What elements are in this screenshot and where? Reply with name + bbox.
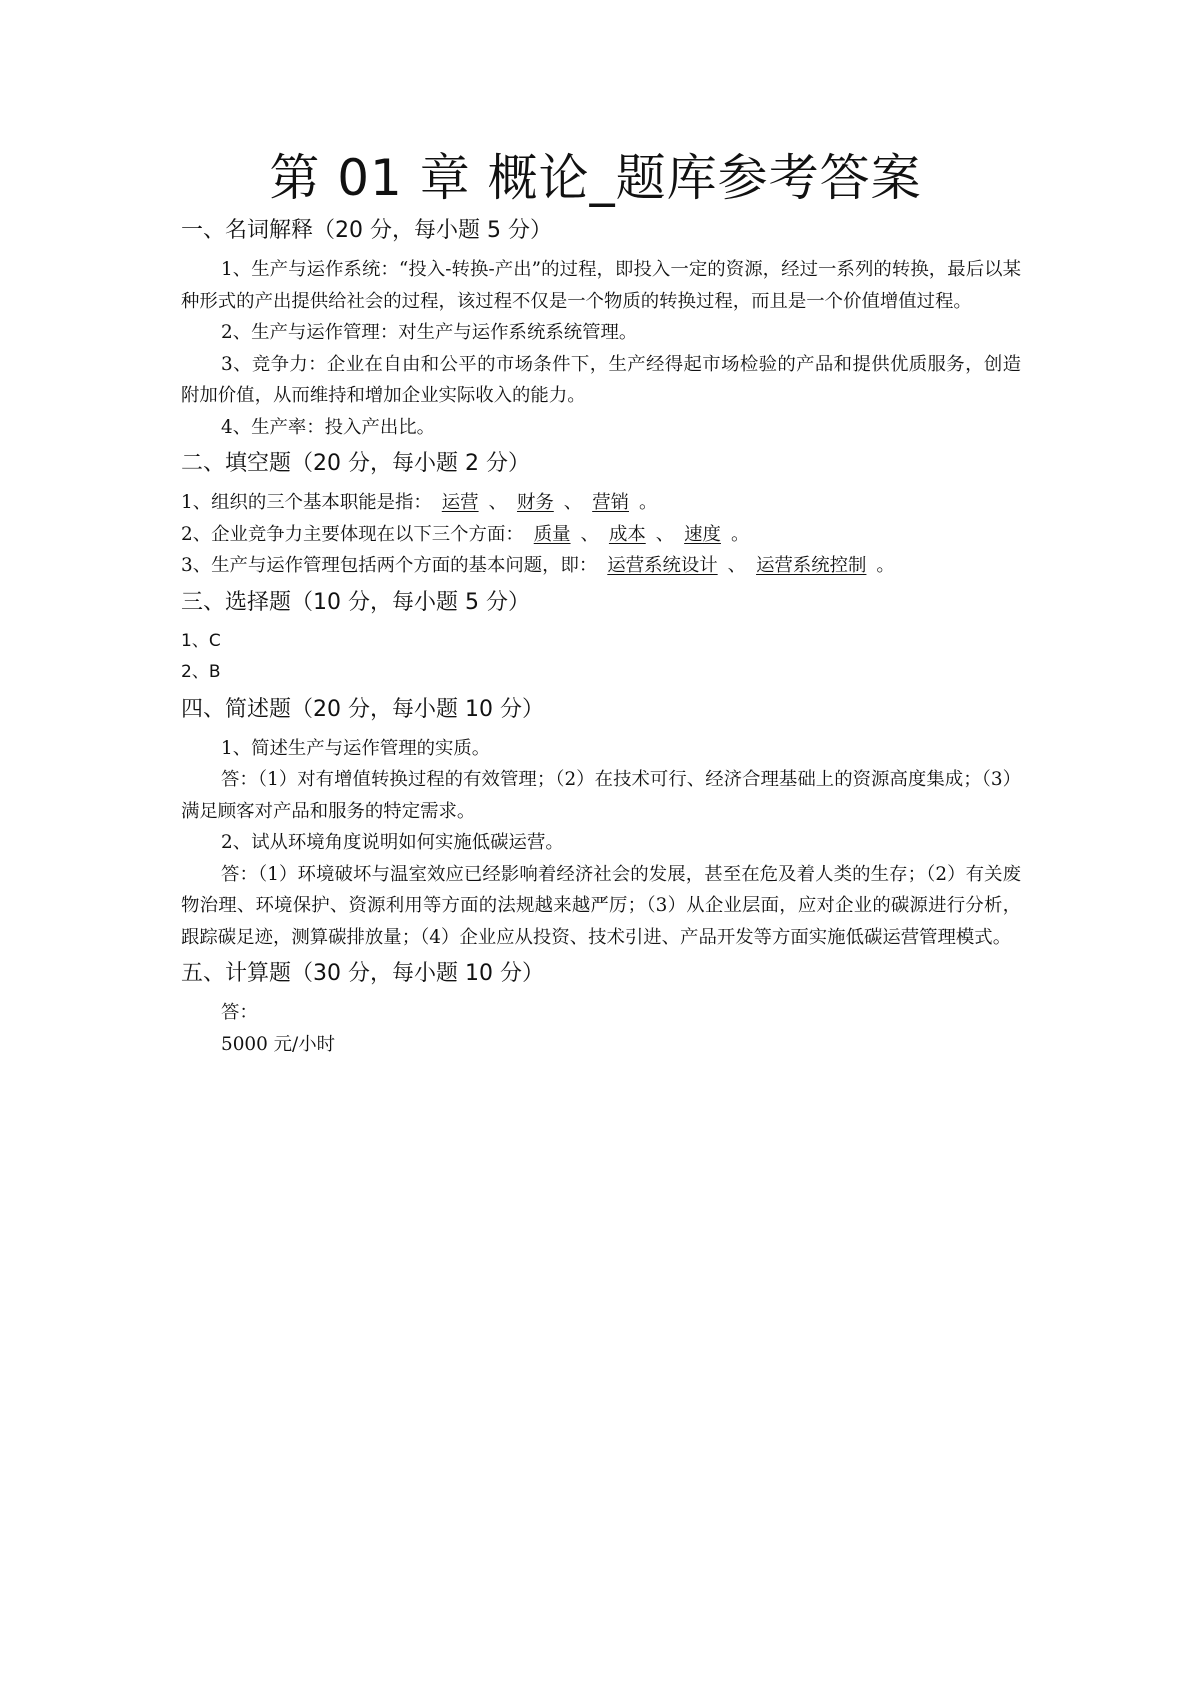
answer-blank: 运营系统控制 [756, 555, 867, 576]
answer-blank: 成本 [608, 523, 646, 545]
answer-blank: 营销 [592, 492, 629, 513]
question-text: 2、企业竞争力主要体现在以下三个方面： [181, 523, 524, 545]
fill-question [181, 487, 1021, 519]
separator: 、 [488, 492, 507, 513]
page-title: 第 01 章 概论_题库参考答案 [269, 149, 922, 207]
answer-blank: 运营系统设计 [607, 555, 718, 576]
question-text: 2、试从环境角度说明如何实施低碳运营。 [221, 832, 564, 853]
answer-blank: 运营 [441, 492, 479, 513]
answer-text: 答：（1）对有增值转换过程的有效管理；（2）在技术可行、经济合理基础上的资源高度集成；（3）满足顾客对产品和服务的特定需求。 [181, 769, 1021, 822]
answer-blank: 速度 [684, 523, 721, 545]
choice-answer: 2、B [181, 662, 221, 682]
section-fill-in [181, 449, 1021, 582]
terminator: 。 [876, 555, 895, 576]
answer-label: 答： [221, 1002, 258, 1023]
question-text: 1、组织的三个基本职能是指： [181, 492, 432, 513]
section-heading: 三、选择题（10 分，每小题 5 分） [181, 589, 530, 615]
section-definitions [181, 216, 1021, 443]
definition-item: 3、竞争力：企业在自由和公平的市场条件下，生产经得起市场检验的产品和提供优质服务，创造附加价值，从而维持和增加企业实际收入的能力。 [181, 353, 1021, 406]
separator: 、 [727, 555, 747, 576]
section-calculation [181, 959, 1021, 1060]
answer-blank: 质量 [533, 523, 571, 545]
section-heading: 五、计算题（30 分，每小题 10 分） [181, 961, 544, 986]
terminator: 。 [638, 492, 658, 513]
definition-item: 1、生产与运作系统：“投入-转换-产出”的过程，即投入一定的资源，经过一系列的转换，最后以某种形式的产出提供给社会的过程，该过程不仅是一个物质的转换过程，而且是一个价值增值过程。 [181, 259, 1021, 312]
separator: 、 [580, 523, 599, 545]
section-short-answer [181, 695, 1021, 954]
terminator: 。 [730, 523, 750, 545]
separator: 、 [655, 523, 675, 545]
section-heading: 四、简述题（20 分，每小题 10 分） [181, 696, 544, 722]
answer-blank: 财务 [516, 492, 554, 513]
section-heading: 一、名词解释（20 分，每小题 5 分） [181, 218, 552, 243]
fill-question [181, 550, 1021, 582]
fill-question [181, 519, 1021, 551]
definition-item: 2、生产与运作管理：对生产与运作系统系统管理。 [221, 322, 638, 343]
section-multiple-choice [181, 588, 1021, 689]
definition-item: 4、生产率：投入产出比。 [221, 416, 435, 438]
answer-value: 5000 元/小时 [221, 1033, 336, 1055]
question-text: 3、生产与运作管理包括两个方面的基本问题，即： [181, 555, 598, 576]
separator: 、 [563, 492, 583, 513]
question-text: 1、简述生产与运作管理的实质。 [221, 737, 491, 759]
answer-text: 答：（1）环境破坏与温室效应已经影响着经济社会的发展，甚至在危及着人类的生存；（2）有关废物治理、环境保护、资源利用等方面的法规越来越严厉；（3）从企业层面，应对企业的碳源进行分析，跟踪碳足迹，测算碳排放量；（4）企业应从投资、技术引进、产品开发等方面实施低碳运营管理模式。 [181, 863, 1021, 948]
section-heading: 二、填空题（20 分，每小题 2 分） [181, 451, 530, 476]
choice-answer: 1、C [181, 630, 221, 651]
document-body [181, 216, 1021, 1066]
